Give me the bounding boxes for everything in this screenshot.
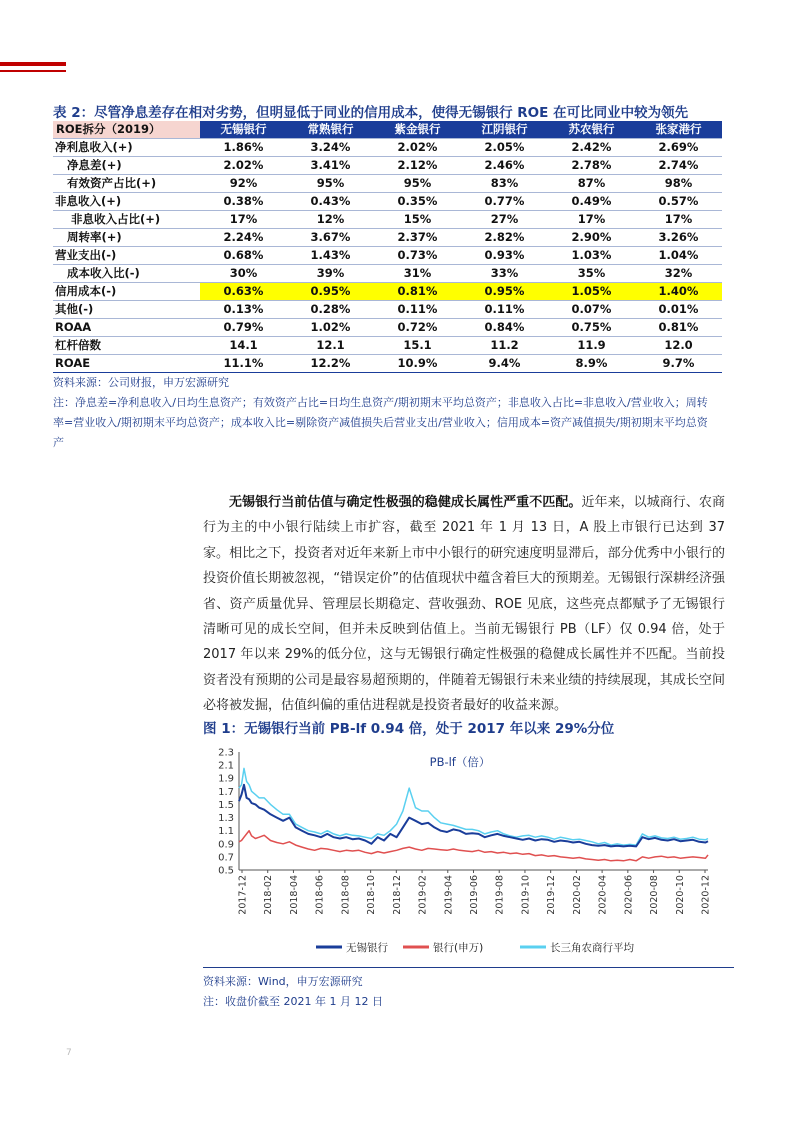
table-row bbox=[53, 193, 722, 211]
table-cell: 11.9 bbox=[548, 337, 635, 355]
legend-label: 长三角农商行平均 bbox=[550, 942, 634, 954]
table-header-bank: 苏农银行 bbox=[548, 121, 635, 139]
row-label: ROAA bbox=[53, 319, 200, 337]
y-tick-label: 2.3 bbox=[218, 747, 234, 759]
x-tick-label: 2019-04 bbox=[443, 875, 455, 915]
table-cell: 92% bbox=[200, 175, 287, 193]
paragraph-body: 近年来，以城商行、农商行为主的中小银行陆续上市扩容，截至 2021 年 1 月 13 日，A 股上市银行已达到 37 家。相比之下，投资者对近年来新上市中小银行的研究速度明显滞后，部分优秀中小银行的投资价值长期被忽视，“错误定价”的估值现状中蕴含着巨大的预期差。无锡银行深耕经济强省、资产质量优异、管理层长期稳定、营收强劲、ROE 见底，这些亮点都赋予了无锡银行清晰可见的成长空间，但并未反映到估值上。当前无锡银行 PB（LF）仅 0.94 倍，处于 2017 年以来 29%的低分位，这与无锡银行确定性极强的稳健成长属性并不匹配。当前投资者没有预期的公司是最容易超预期的，伴随着无锡银行未来业绩的持续展现，其成长空间必将被发掘，估值纠偏的重估进程就是投资者最好的收益来源。 bbox=[203, 495, 725, 714]
table-cell: 1.86% bbox=[200, 139, 287, 157]
table-cell: 0.77% bbox=[461, 193, 548, 211]
figure-caption: 图 1：无锡银行当前 PB-lf 0.94 倍，处于 2017 年以来 29%分位 bbox=[203, 721, 615, 737]
table-cell: 0.35% bbox=[374, 193, 461, 211]
table-cell: 95% bbox=[287, 175, 374, 193]
table-cell: 0.28% bbox=[287, 301, 374, 319]
y-tick-label: 0.7 bbox=[218, 852, 234, 864]
table-cell: 10.9% bbox=[374, 355, 461, 373]
row-label: 营业支出(-) bbox=[53, 247, 200, 265]
chart-title: PB-lf（倍） bbox=[429, 755, 491, 769]
table-cell: 0.13% bbox=[200, 301, 287, 319]
table-cell: 2.42% bbox=[548, 139, 635, 157]
table-cell: 2.90% bbox=[548, 229, 635, 247]
y-tick-label: 1.1 bbox=[218, 826, 234, 838]
y-tick-label: 1.5 bbox=[218, 799, 234, 811]
table-cell: 2.82% bbox=[461, 229, 548, 247]
x-tick-label: 2020-10 bbox=[674, 875, 686, 915]
table-cell: 0.73% bbox=[374, 247, 461, 265]
table-header-bank: 张家港行 bbox=[635, 121, 722, 139]
table-cell: 2.24% bbox=[200, 229, 287, 247]
y-tick-label: 0.9 bbox=[218, 839, 234, 851]
x-tick-label: 2018-02 bbox=[263, 875, 275, 915]
legend-label: 无锡银行 bbox=[346, 942, 388, 954]
table-cell: 17% bbox=[635, 211, 722, 229]
table-body bbox=[53, 139, 722, 373]
x-tick-label: 2018-08 bbox=[340, 875, 352, 915]
x-tick-label: 2020-04 bbox=[597, 875, 609, 915]
roe-table bbox=[53, 121, 722, 373]
table-cell: 0.75% bbox=[548, 319, 635, 337]
table-cell: 0.63% bbox=[200, 283, 287, 301]
figure-note: 注：收盘价截至 2021 年 1 月 12 日 bbox=[203, 995, 383, 1008]
table-cell: 83% bbox=[461, 175, 548, 193]
row-label: 其他(-) bbox=[53, 301, 200, 319]
table-cell: 3.24% bbox=[287, 139, 374, 157]
row-label: 净息差(+) bbox=[53, 157, 200, 175]
table-source: 资料来源：公司财报，申万宏源研究 bbox=[53, 376, 229, 389]
table-row bbox=[53, 283, 722, 301]
table-cell: 2.46% bbox=[461, 157, 548, 175]
x-tick-label: 2019-12 bbox=[546, 875, 558, 915]
header-accent-line bbox=[0, 70, 66, 72]
table-header-label: ROE拆分（2019） bbox=[53, 121, 200, 139]
table-cell: 0.11% bbox=[374, 301, 461, 319]
table-cell: 12.1 bbox=[287, 337, 374, 355]
table-row bbox=[53, 337, 722, 355]
table-cell: 27% bbox=[461, 211, 548, 229]
paragraph-lead: 无锡银行当前估值与确定性极强的稳健成长属性严重不匹配。 bbox=[229, 495, 582, 510]
x-tick-label: 2019-10 bbox=[520, 875, 532, 915]
table-cell: 0.81% bbox=[374, 283, 461, 301]
x-tick-label: 2018-04 bbox=[288, 875, 300, 915]
table-cell: 1.05% bbox=[548, 283, 635, 301]
table-cell: 0.79% bbox=[200, 319, 287, 337]
table-cell: 3.41% bbox=[287, 157, 374, 175]
row-label: 有效资产占比(+) bbox=[53, 175, 200, 193]
table-cell: 2.74% bbox=[635, 157, 722, 175]
table-cell: 12% bbox=[287, 211, 374, 229]
table-row bbox=[53, 157, 722, 175]
x-tick-label: 2018-12 bbox=[391, 875, 403, 915]
table-cell: 12.2% bbox=[287, 355, 374, 373]
table-row bbox=[53, 229, 722, 247]
row-label: 成本收入比(-) bbox=[53, 265, 200, 283]
table-cell: 0.95% bbox=[287, 283, 374, 301]
table-cell: 2.02% bbox=[374, 139, 461, 157]
table-cell: 3.67% bbox=[287, 229, 374, 247]
table-cell: 2.02% bbox=[200, 157, 287, 175]
table-cell: 9.7% bbox=[635, 355, 722, 373]
table-cell: 32% bbox=[635, 265, 722, 283]
row-label: 杠杆倍数 bbox=[53, 337, 200, 355]
table-row bbox=[53, 319, 722, 337]
table-cell: 0.93% bbox=[461, 247, 548, 265]
table-header-row bbox=[53, 121, 722, 139]
row-label: ROAE bbox=[53, 355, 200, 373]
x-tick-label: 2018-10 bbox=[366, 875, 378, 915]
table-cell: 0.07% bbox=[548, 301, 635, 319]
table-cell: 15.1 bbox=[374, 337, 461, 355]
page-number: 7 bbox=[66, 1048, 72, 1058]
table-cell: 0.49% bbox=[548, 193, 635, 211]
table-cell: 33% bbox=[461, 265, 548, 283]
x-tick-label: 2019-06 bbox=[469, 875, 480, 915]
x-tick-label: 2019-02 bbox=[417, 875, 429, 915]
legend-label: 银行(申万) bbox=[433, 942, 484, 954]
table-cell: 3.26% bbox=[635, 229, 722, 247]
table-cell: 95% bbox=[374, 175, 461, 193]
table-cell: 0.95% bbox=[461, 283, 548, 301]
table-cell: 39% bbox=[287, 265, 374, 283]
table-cell: 12.0 bbox=[635, 337, 722, 355]
table-header-bank: 江阴银行 bbox=[461, 121, 548, 139]
table-cell: 2.37% bbox=[374, 229, 461, 247]
table-cell: 17% bbox=[200, 211, 287, 229]
body-paragraph bbox=[203, 490, 725, 719]
table-cell: 11.2 bbox=[461, 337, 548, 355]
series-line-0 bbox=[239, 785, 708, 847]
y-tick-label: 2.1 bbox=[218, 760, 234, 772]
table-header-bank: 紫金银行 bbox=[374, 121, 461, 139]
y-tick-label: 0.5 bbox=[218, 865, 234, 877]
table-header-bank: 常熟银行 bbox=[287, 121, 374, 139]
table-cell: 0.57% bbox=[635, 193, 722, 211]
table-cell: 0.11% bbox=[461, 301, 548, 319]
table-cell: 17% bbox=[548, 211, 635, 229]
table-caption: 表 2：尽管净息差存在相对劣势，但明显低于同业的信用成本，使得无锡银行 ROE 在可比同业中较为领先 bbox=[53, 105, 689, 121]
table-row bbox=[53, 265, 722, 283]
y-tick-label: 1.7 bbox=[218, 786, 234, 798]
x-tick-label: 2020-02 bbox=[571, 875, 583, 915]
table-row bbox=[53, 211, 722, 229]
x-tick-label: 2017-12 bbox=[237, 875, 249, 915]
table-cell: 15% bbox=[374, 211, 461, 229]
table-cell: 2.69% bbox=[635, 139, 722, 157]
x-tick-label: 2019-08 bbox=[494, 875, 506, 915]
x-tick-label: 2020-12 bbox=[700, 875, 712, 915]
x-tick-label: 2020-08 bbox=[649, 875, 661, 915]
table-row bbox=[53, 247, 722, 265]
table-cell: 0.81% bbox=[635, 319, 722, 337]
table-cell: 1.43% bbox=[287, 247, 374, 265]
table-row bbox=[53, 301, 722, 319]
table-header-bank: 无锡银行 bbox=[200, 121, 287, 139]
table-cell: 2.78% bbox=[548, 157, 635, 175]
row-label: 净利息收入(+) bbox=[53, 139, 200, 157]
header-accent-bar bbox=[0, 62, 66, 66]
figure-source: 资料来源：Wind，申万宏源研究 bbox=[203, 975, 363, 988]
table-cell: 0.68% bbox=[200, 247, 287, 265]
row-label: 非息收入(+) bbox=[53, 193, 200, 211]
table-cell: 2.05% bbox=[461, 139, 548, 157]
table-cell: 1.40% bbox=[635, 283, 722, 301]
table-cell: 2.12% bbox=[374, 157, 461, 175]
table-cell: 0.43% bbox=[287, 193, 374, 211]
row-label: 信用成本(-) bbox=[53, 283, 200, 301]
table-cell: 30% bbox=[200, 265, 287, 283]
table-cell: 1.03% bbox=[548, 247, 635, 265]
x-tick-label: 2020-06 bbox=[623, 875, 635, 915]
table-cell: 9.4% bbox=[461, 355, 548, 373]
y-tick-label: 1.9 bbox=[218, 773, 234, 785]
table-cell: 87% bbox=[548, 175, 635, 193]
table-cell: 0.01% bbox=[635, 301, 722, 319]
table-cell: 98% bbox=[635, 175, 722, 193]
table-cell: 1.02% bbox=[287, 319, 374, 337]
table-note: 注：净息差=净利息收入/日均生息资产；有效资产占比=日均生息资产/期初期末平均总资产；非息收入占比=非息收入/营业收入；周转率=营业收入/期初期末平均总资产；成本收入比=剔除资产减值损失后营业支出/营业收入；信用成本=资产减值损失/期初期末平均总资产 bbox=[53, 396, 708, 449]
pb-chart-svg bbox=[203, 738, 734, 967]
x-tick-label: 2018-06 bbox=[314, 875, 326, 915]
table-cell: 1.04% bbox=[635, 247, 722, 265]
table-cell: 31% bbox=[374, 265, 461, 283]
table-cell: 0.72% bbox=[374, 319, 461, 337]
table-row bbox=[53, 175, 722, 193]
pb-chart bbox=[203, 738, 734, 968]
table-cell: 0.84% bbox=[461, 319, 548, 337]
table-row bbox=[53, 139, 722, 157]
table-cell: 8.9% bbox=[548, 355, 635, 373]
table-cell: 11.1% bbox=[200, 355, 287, 373]
table-row bbox=[53, 355, 722, 373]
table-cell: 35% bbox=[548, 265, 635, 283]
row-label: 非息收入占比(+) bbox=[53, 211, 200, 229]
row-label: 周转率(+) bbox=[53, 229, 200, 247]
table-cell: 0.38% bbox=[200, 193, 287, 211]
y-tick-label: 1.3 bbox=[218, 813, 234, 825]
table-cell: 14.1 bbox=[200, 337, 287, 355]
